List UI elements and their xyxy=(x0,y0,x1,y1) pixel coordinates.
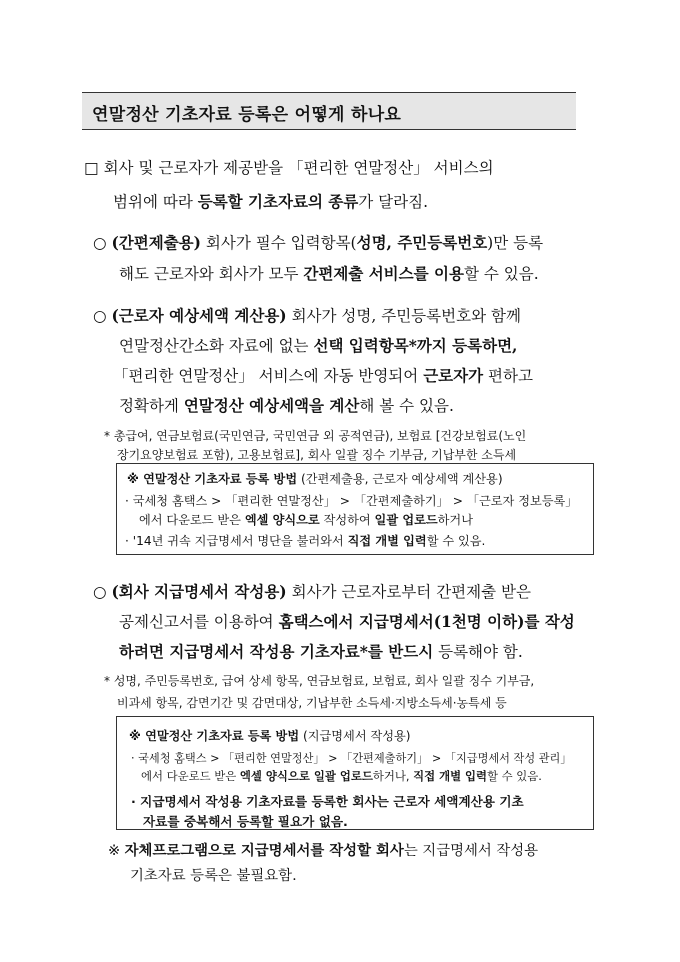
heading-text: (간편제출용) xyxy=(111,233,201,252)
emphasis-text: 성명, 주민등록번호 xyxy=(356,233,488,252)
reference-mark: ※ xyxy=(108,843,125,859)
box2-line-4: 자료를 중복해서 등록할 필요가 없음. xyxy=(143,814,348,829)
text: 연말정산간소화 자료에 없는 xyxy=(119,337,314,355)
s3-footnote-1: * 성명, 주민등록번호, 급여 상세 항목, 연금보험료, 보험료, 회사 일괄 징수 기부금, xyxy=(104,674,535,688)
text: (지급명세서 작성용) xyxy=(299,729,411,743)
emphasis-text: 등록할 기초자료의 종류 xyxy=(197,192,359,211)
text: 회사가 근로자로부터 간편제출 받은 xyxy=(286,583,531,601)
emphasis-text: 선택 입력항목*까지 등록하면, xyxy=(313,336,518,355)
box-title-text: ※ 연말정산 기초자료 등록 방법 xyxy=(127,472,298,486)
text: 회사가 성명, 주민등록번호와 함께 xyxy=(286,307,521,325)
box2-line-2 xyxy=(141,768,542,784)
s2-line-4 xyxy=(119,394,454,416)
text: 공제신고서를 이용하여 xyxy=(119,613,279,631)
text: 할 수 있음. xyxy=(463,265,539,283)
text: 편하고 xyxy=(483,367,533,385)
box1-line-2 xyxy=(139,511,473,528)
emphasis-text: 엑셀 양식으로 일괄 업로드 xyxy=(239,769,373,783)
text: 해도 근로자와 회사가 모두 xyxy=(119,265,304,283)
emphasis-text: 근로자가 xyxy=(423,366,484,385)
text: 하거나, xyxy=(372,769,414,783)
box2-title xyxy=(129,727,411,744)
main-line-1: □ 회사 및 근로자가 제공받을 「편리한 연말정산」 서비스의 xyxy=(84,159,494,177)
text: 해 볼 수 있음. xyxy=(359,397,454,415)
s1-line-1 xyxy=(93,231,543,253)
bullet: ○ xyxy=(93,583,112,601)
box1-line-1: · 국세청 홈택스 > 「편리한 연말정산」 > 「간편제출하기」 > 「근로자 정보등록」 xyxy=(125,494,578,508)
s2-footnote-2: 장기요양보험료 포함), 고용보험료], 회사 일괄 징수 기부금, 기납부한 소득세 xyxy=(117,448,517,462)
s3-line-1 xyxy=(93,580,531,602)
emphasis-text: 연말정산 예상세액을 계산 xyxy=(183,396,360,415)
s1-line-2 xyxy=(119,262,539,284)
text: 회사가 필수 입력항목( xyxy=(201,234,357,252)
box-title-text: ※ 연말정산 기초자료 등록 방법 xyxy=(129,729,300,743)
text: 작성하여 xyxy=(319,513,375,527)
emphasis-text: 하려면 지급명세서 작성용 기초자료*를 반드시 xyxy=(119,642,434,661)
section-title-box xyxy=(82,92,576,130)
emphasis-text: 간편제출 서비스를 이용 xyxy=(303,264,464,283)
bullet: ○ xyxy=(93,307,112,325)
heading-text: (근로자 예상세액 계산용) xyxy=(111,306,287,325)
info-box-2 xyxy=(116,716,594,830)
page-title: 연말정산 기초자료 등록은 어떻게 하나요 xyxy=(92,105,402,125)
s3-line-3 xyxy=(119,640,523,662)
footer-line-2: 기초자료 등록은 불필요함. xyxy=(130,868,297,884)
emphasis-text: 자체프로그램으로 지급명세서를 작성할 회사 xyxy=(124,842,404,859)
box1-line-3 xyxy=(125,532,485,549)
heading-text: (회사 지급명세서 작성용) xyxy=(111,582,287,601)
box2-line-1: · 국세청 홈택스 > 「편리한 연말정산」 > 「간편제출하기」 > 「지급명세서 작성 관리」 xyxy=(131,752,572,765)
s2-footnote-1: * 총급여, 연금보험료(국민연금, 국민연금 외 공적연금), 보험료 [건강보험료(노인 xyxy=(104,429,527,443)
s3-line-2 xyxy=(119,610,575,632)
footer-line-1 xyxy=(108,839,538,860)
text: 는 지급명세서 작성용 xyxy=(403,843,539,859)
s3-footnote-2: 비과세 항목, 감면기간 및 감면대상, 기납부한 소득세·지방소득세·농특세 등 xyxy=(117,696,507,710)
text: · '14년 귀속 지급명세서 명단을 불러와서 xyxy=(125,534,348,548)
text: (간편제출용, 근로자 예상세액 계산용) xyxy=(297,472,503,486)
s2-line-3 xyxy=(113,364,533,386)
text: )만 등록 xyxy=(487,234,544,252)
text: 할 수 있음. xyxy=(487,769,542,783)
s2-line-1 xyxy=(93,304,521,326)
bullet: ○ xyxy=(93,234,112,252)
text: 정확하게 xyxy=(119,397,184,415)
text: 에서 다운로드 받은 xyxy=(139,513,245,527)
emphasis-text: 직접 개별 입력 xyxy=(347,534,427,548)
text: 범위에 따라 xyxy=(113,193,198,211)
text: 하거나 xyxy=(437,513,473,527)
emphasis-text: 일괄 업로드 xyxy=(374,513,438,527)
text: 「편리한 연말정산」 서비스에 자동 반영되어 xyxy=(113,367,424,385)
text: 할 수 있음. xyxy=(426,534,486,548)
info-box-1 xyxy=(116,463,594,555)
box1-title xyxy=(127,470,503,487)
s2-line-2 xyxy=(119,334,517,356)
main-line-2 xyxy=(113,190,428,212)
emphasis-text: 홈택스에서 지급명세서(1천명 이하)를 작성 xyxy=(278,612,575,631)
emphasis-text: 직접 개별 입력 xyxy=(413,769,488,783)
emphasis-text: 엑셀 양식으로 xyxy=(244,513,320,527)
box2-line-3: · 지급명세서 작성용 기초자료를 등록한 회사는 근로자 세액계산용 기초 xyxy=(131,794,524,809)
text: 에서 다운로드 받은 xyxy=(141,769,240,783)
text: 가 달라짐. xyxy=(358,193,429,211)
text: 등록해야 함. xyxy=(433,643,523,661)
